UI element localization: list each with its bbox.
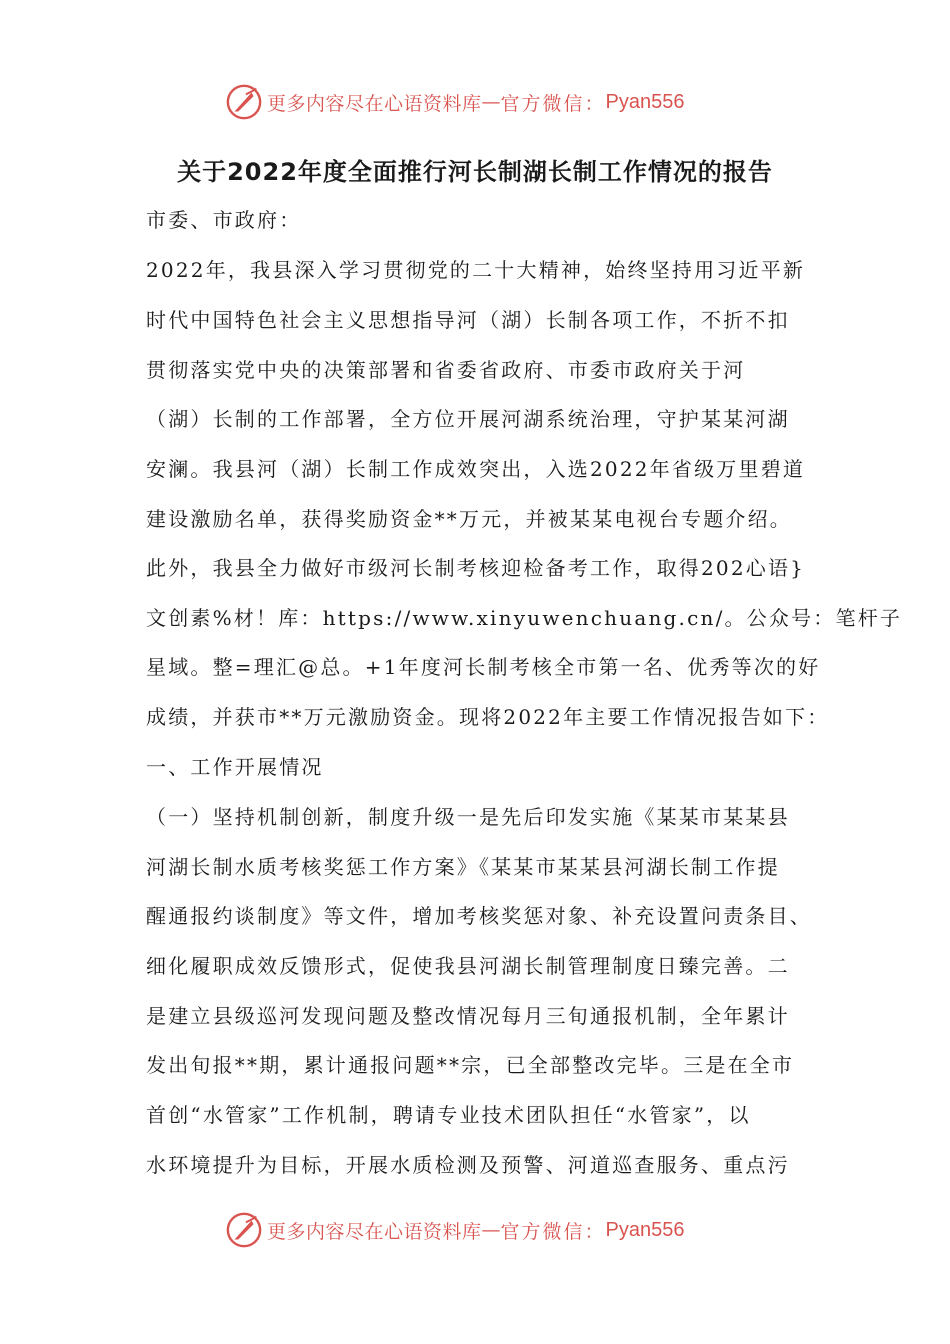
body-line: 贯彻落实党中央的决策部署和省委省政府、市委市政府关于河 (146, 358, 746, 382)
body-line: 文创素%材！库：https://www.xinyuwenchuang.cn/。公众号：笔杆子 (146, 606, 903, 630)
body-line: 醒通报约谈制度》等文件，增加考核奖惩对象、补充设置问责条目、 (146, 904, 812, 928)
body-line: 时代中国特色社会主义思想指导河（湖）长制各项工作，不折不扣 (146, 308, 790, 332)
banner-wechat-id: Pyan556 (605, 1218, 685, 1241)
banner-wechat-id: Pyan556 (605, 90, 685, 113)
body-line: 建设激励名单，获得奖励资金**万元，并被某某电视台专题介绍。 (146, 507, 792, 531)
body-line: 是建立县级巡河发现问题及整改情况每月三旬通报机制，全年累计 (146, 1004, 790, 1028)
body-line: 首创“水管家”工作机制，聘请专业技术团队担任“水管家”，以 (146, 1103, 751, 1127)
body-line: （一）坚持机制创新，制度升级一是先后印发实施《某某市某某县 (146, 805, 790, 829)
banner-text: 更多内容尽在心语资料库 (267, 92, 482, 115)
banner-wechat-label: 官方微信： (500, 92, 606, 115)
body-line: （湖）长制的工作部署，全方位开展河湖系统治理，守护某某河湖 (146, 407, 790, 431)
banner-text: 更多内容尽在心语资料库 (267, 1220, 482, 1243)
banner-separator: — (481, 1219, 501, 1241)
document-title: 关于2022年度全面推行河长制湖长制工作情况的报告 (177, 158, 773, 186)
quill-logo-icon (225, 83, 263, 121)
banner-wechat-label: 官方微信： (500, 1220, 606, 1243)
banner-separator: — (481, 91, 501, 113)
quill-logo-icon (225, 1211, 263, 1249)
body-line: 发出旬报**期，累计通报问题**宗，已全部整改完毕。三是在全市 (146, 1053, 795, 1077)
section-heading: 一、工作开展情况 (146, 755, 324, 779)
body-line: 此外，我县全力做好市级河长制考核迎检备考工作，取得202心语} (146, 556, 806, 580)
body-line: 水环境提升为目标，开展水质检测及预警、河道巡查服务、重点污 (146, 1153, 790, 1177)
body-line: 星域。整=理汇@总。+1年度河长制考核全市第一名、优秀等次的好 (146, 655, 821, 679)
body-line: 成绩，并获市**万元激励资金。现将2022年主要工作情况报告如下： (146, 705, 830, 729)
body-line: 安澜。我县河（湖）长制工作成效突出，入选2022年省级万里碧道 (146, 457, 806, 481)
body-line: 细化履职成效反馈形式，促使我县河湖长制管理制度日臻完善。二 (146, 954, 790, 978)
body-line: 河湖长制水质考核奖惩工作方案》《某某市某某县河湖长制工作提 (146, 855, 780, 879)
body-line: 2022年，我县深入学习贯彻党的二十大精神，始终坚持用习近平新 (146, 258, 806, 282)
body-line: 市委、市政府： (146, 208, 302, 232)
header-banner (225, 82, 725, 122)
footer-banner (225, 1210, 725, 1250)
